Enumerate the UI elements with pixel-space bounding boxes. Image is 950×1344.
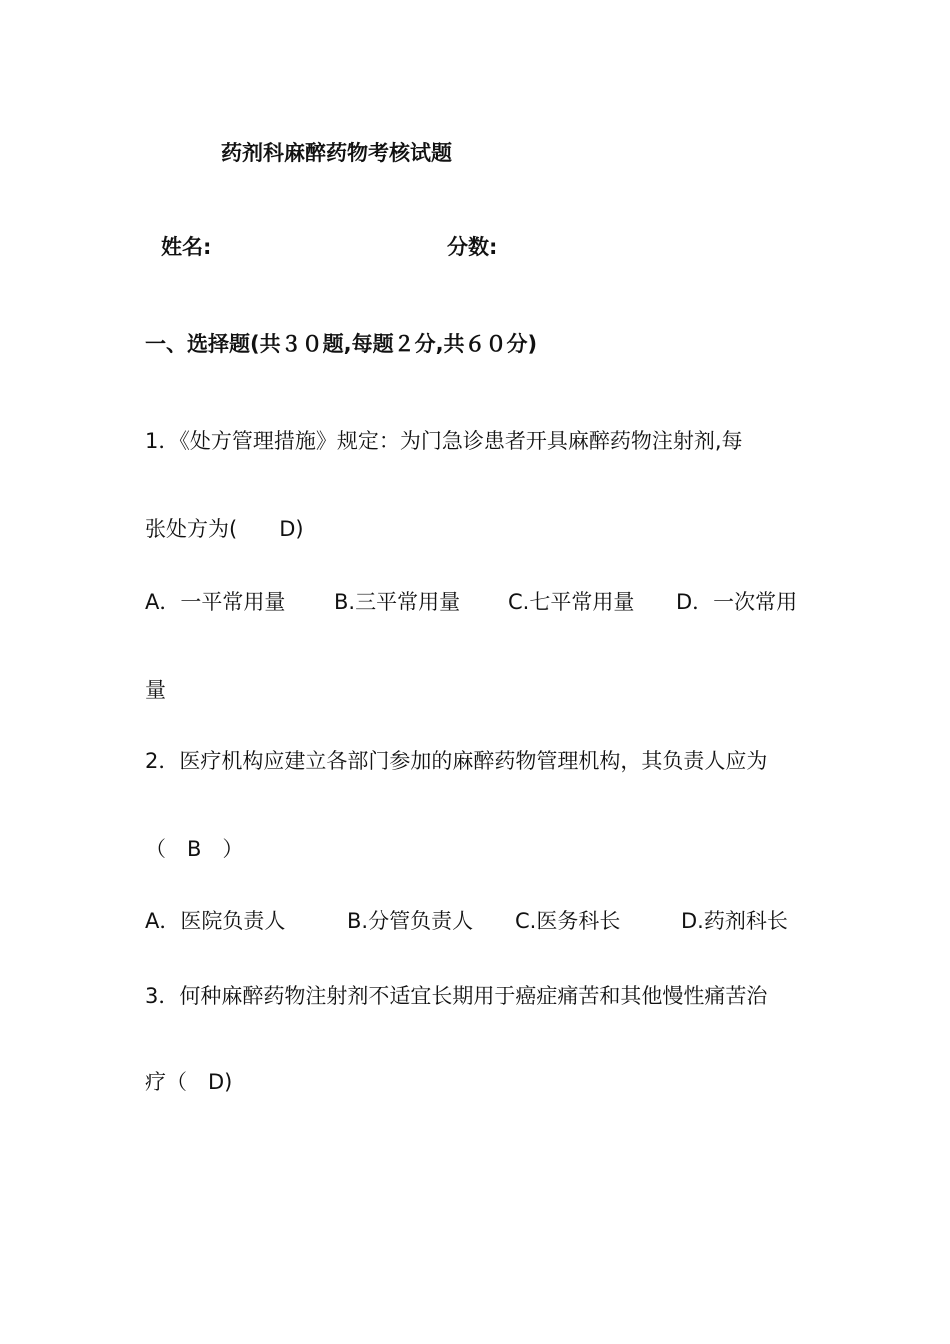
question-1-line-1: 1．《处方管理措施》规定：为门急诊患者开具麻醉药物注射剂,每 (145, 429, 743, 453)
question-2-line-2: （ B ） (145, 837, 244, 861)
question-3-line-1: 3．何种麻醉药物注射剂不适宜长期用于癌症痛苦和其他慢性痛苦治 (145, 984, 768, 1008)
question-1-line-2: 张处方为( D) (145, 517, 304, 541)
question-3-line-2: 疗（ D) (145, 1070, 233, 1094)
question-2-option-b: B.分管负责人 (347, 909, 474, 933)
section-heading: 一、选择题(共３０题,每题２分,共６０分) (145, 332, 538, 356)
question-2-option-d: D.药剂科长 (681, 909, 788, 933)
question-1-option-b: B.三平常用量 (334, 590, 461, 614)
name-label: 姓名: (161, 235, 212, 259)
question-1-option-a: A．一平常用量 (145, 590, 286, 614)
question-1-option-c: C.七平常用量 (508, 590, 635, 614)
question-2-option-c: C.医务科长 (515, 909, 621, 933)
question-1-option-d-continued: 量 (145, 678, 166, 702)
question-1-option-d: D．一次常用 (676, 590, 798, 614)
question-2-line-1: 2．医疗机构应建立各部门参加的麻醉药物管理机构，其负责人应为 (145, 749, 768, 773)
page-title: 药剂科麻醉药物考核试题 (221, 141, 452, 165)
question-2-option-a: A．医院负责人 (145, 909, 286, 933)
score-label: 分数: (447, 235, 498, 259)
